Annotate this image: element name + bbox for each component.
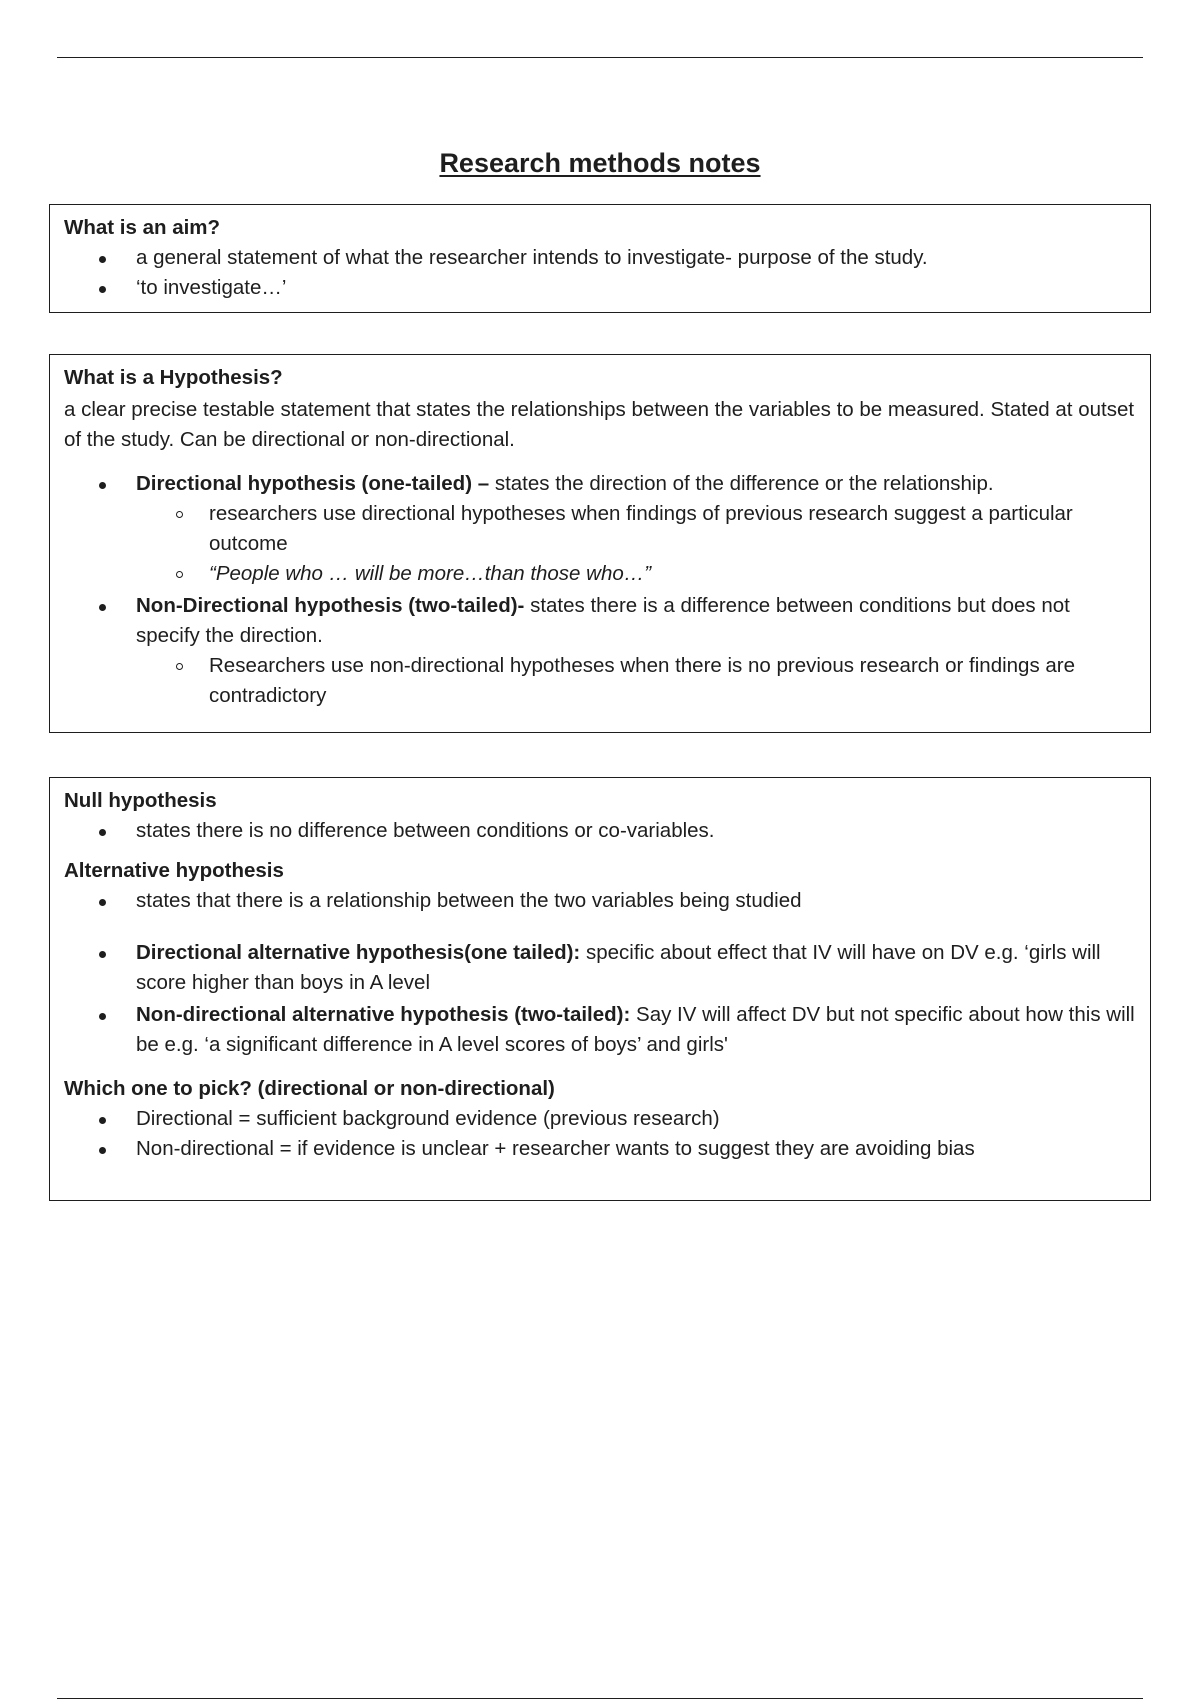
pick-list [64, 1104, 1136, 1164]
bottom-rule [57, 1698, 1143, 1699]
aim-heading: What is an aim? [64, 216, 221, 239]
list-item: states that there is a relationship between the two variables being studied [64, 886, 1136, 916]
bullet-icon [99, 1013, 106, 1020]
aim-list [64, 243, 1136, 303]
bullet-icon [99, 604, 106, 611]
directional-alt-label: Directional alternative hypothesis(one tailed): [136, 941, 581, 964]
hypothesis-box [49, 354, 1151, 733]
page-title: Research methods notes [439, 148, 761, 178]
hypothesis-definition: a clear precise testable statement that states the relationships between the variables to be measured. Stated at outset of the study. Can be directional or non-directional. [64, 398, 1135, 451]
hypothesis-list [64, 469, 1136, 711]
list-item: researchers use directional hypotheses when findings of previous research suggest a particular outcome [136, 499, 1136, 559]
hypothesis-heading: What is a Hypothesis? [64, 366, 283, 389]
alternative-list [64, 886, 1136, 916]
list-item: Directional alternative hypothesis(one tailed): specific about effect that IV will have on DV e.g. ‘girls will score higher than boys in A level [64, 938, 1136, 998]
list-item: Non-directional alternative hypothesis (two-tailed): Say IV will affect DV but not specific about how this will be e.g. ‘a significant difference in A level scores of boys’ and girls' [64, 1000, 1136, 1060]
bullet-icon [99, 829, 106, 836]
list-item: Directional = sufficient background evidence (previous research) [64, 1104, 1136, 1134]
circle-bullet-icon [176, 663, 183, 670]
bullet-icon [99, 899, 106, 906]
aim-box [49, 204, 1151, 313]
bullet-icon [99, 951, 106, 958]
bullet-icon [99, 256, 106, 263]
null-heading: Null hypothesis [64, 789, 217, 812]
bullet-icon [99, 482, 106, 489]
list-item: Non-directional = if evidence is unclear + researcher wants to suggest they are avoiding bias [64, 1134, 1136, 1164]
alternative-type-list [64, 938, 1136, 1060]
sub-list [136, 651, 1136, 711]
circle-bullet-icon [176, 571, 183, 578]
directional-label: Directional hypothesis (one-tailed) – [136, 472, 490, 495]
circle-bullet-icon [176, 511, 183, 518]
bullet-icon [99, 1117, 106, 1124]
list-item: a general statement of what the researcher intends to investigate- purpose of the study. [64, 243, 1136, 273]
non-directional-alt-label: Non-directional alternative hypothesis (two-tailed): [136, 1003, 631, 1026]
list-item: Non-Directional hypothesis (two-tailed)- states there is a difference between conditions but does not specify the direction. Researchers use non-directional hypotheses when there is no previous research or findings are contradictory [64, 591, 1136, 711]
sub-list [136, 499, 1136, 589]
non-directional-label: Non-Directional hypothesis (two-tailed)- [136, 594, 525, 617]
null-alternative-box [49, 777, 1151, 1201]
null-list [64, 816, 1136, 846]
list-item: “People who … will be more…than those who…” [136, 559, 1136, 589]
list-item: Researchers use non-directional hypotheses when there is no previous research or findings are contradictory [136, 651, 1136, 711]
alternative-heading: Alternative hypothesis [64, 859, 284, 882]
pick-heading: Which one to pick? (directional or non-directional) [64, 1077, 555, 1100]
list-item: ‘to investigate…’ [64, 273, 1136, 303]
list-item: Directional hypothesis (one-tailed) – states the direction of the difference or the relationship. researchers use directional hypotheses when findings of previous research suggest a particular outcome “People who … will be more…than those who…” [64, 469, 1136, 589]
bullet-icon [99, 286, 106, 293]
list-item: states there is no difference between conditions or co-variables. [64, 816, 1136, 846]
top-rule [57, 57, 1143, 58]
bullet-icon [99, 1147, 106, 1154]
